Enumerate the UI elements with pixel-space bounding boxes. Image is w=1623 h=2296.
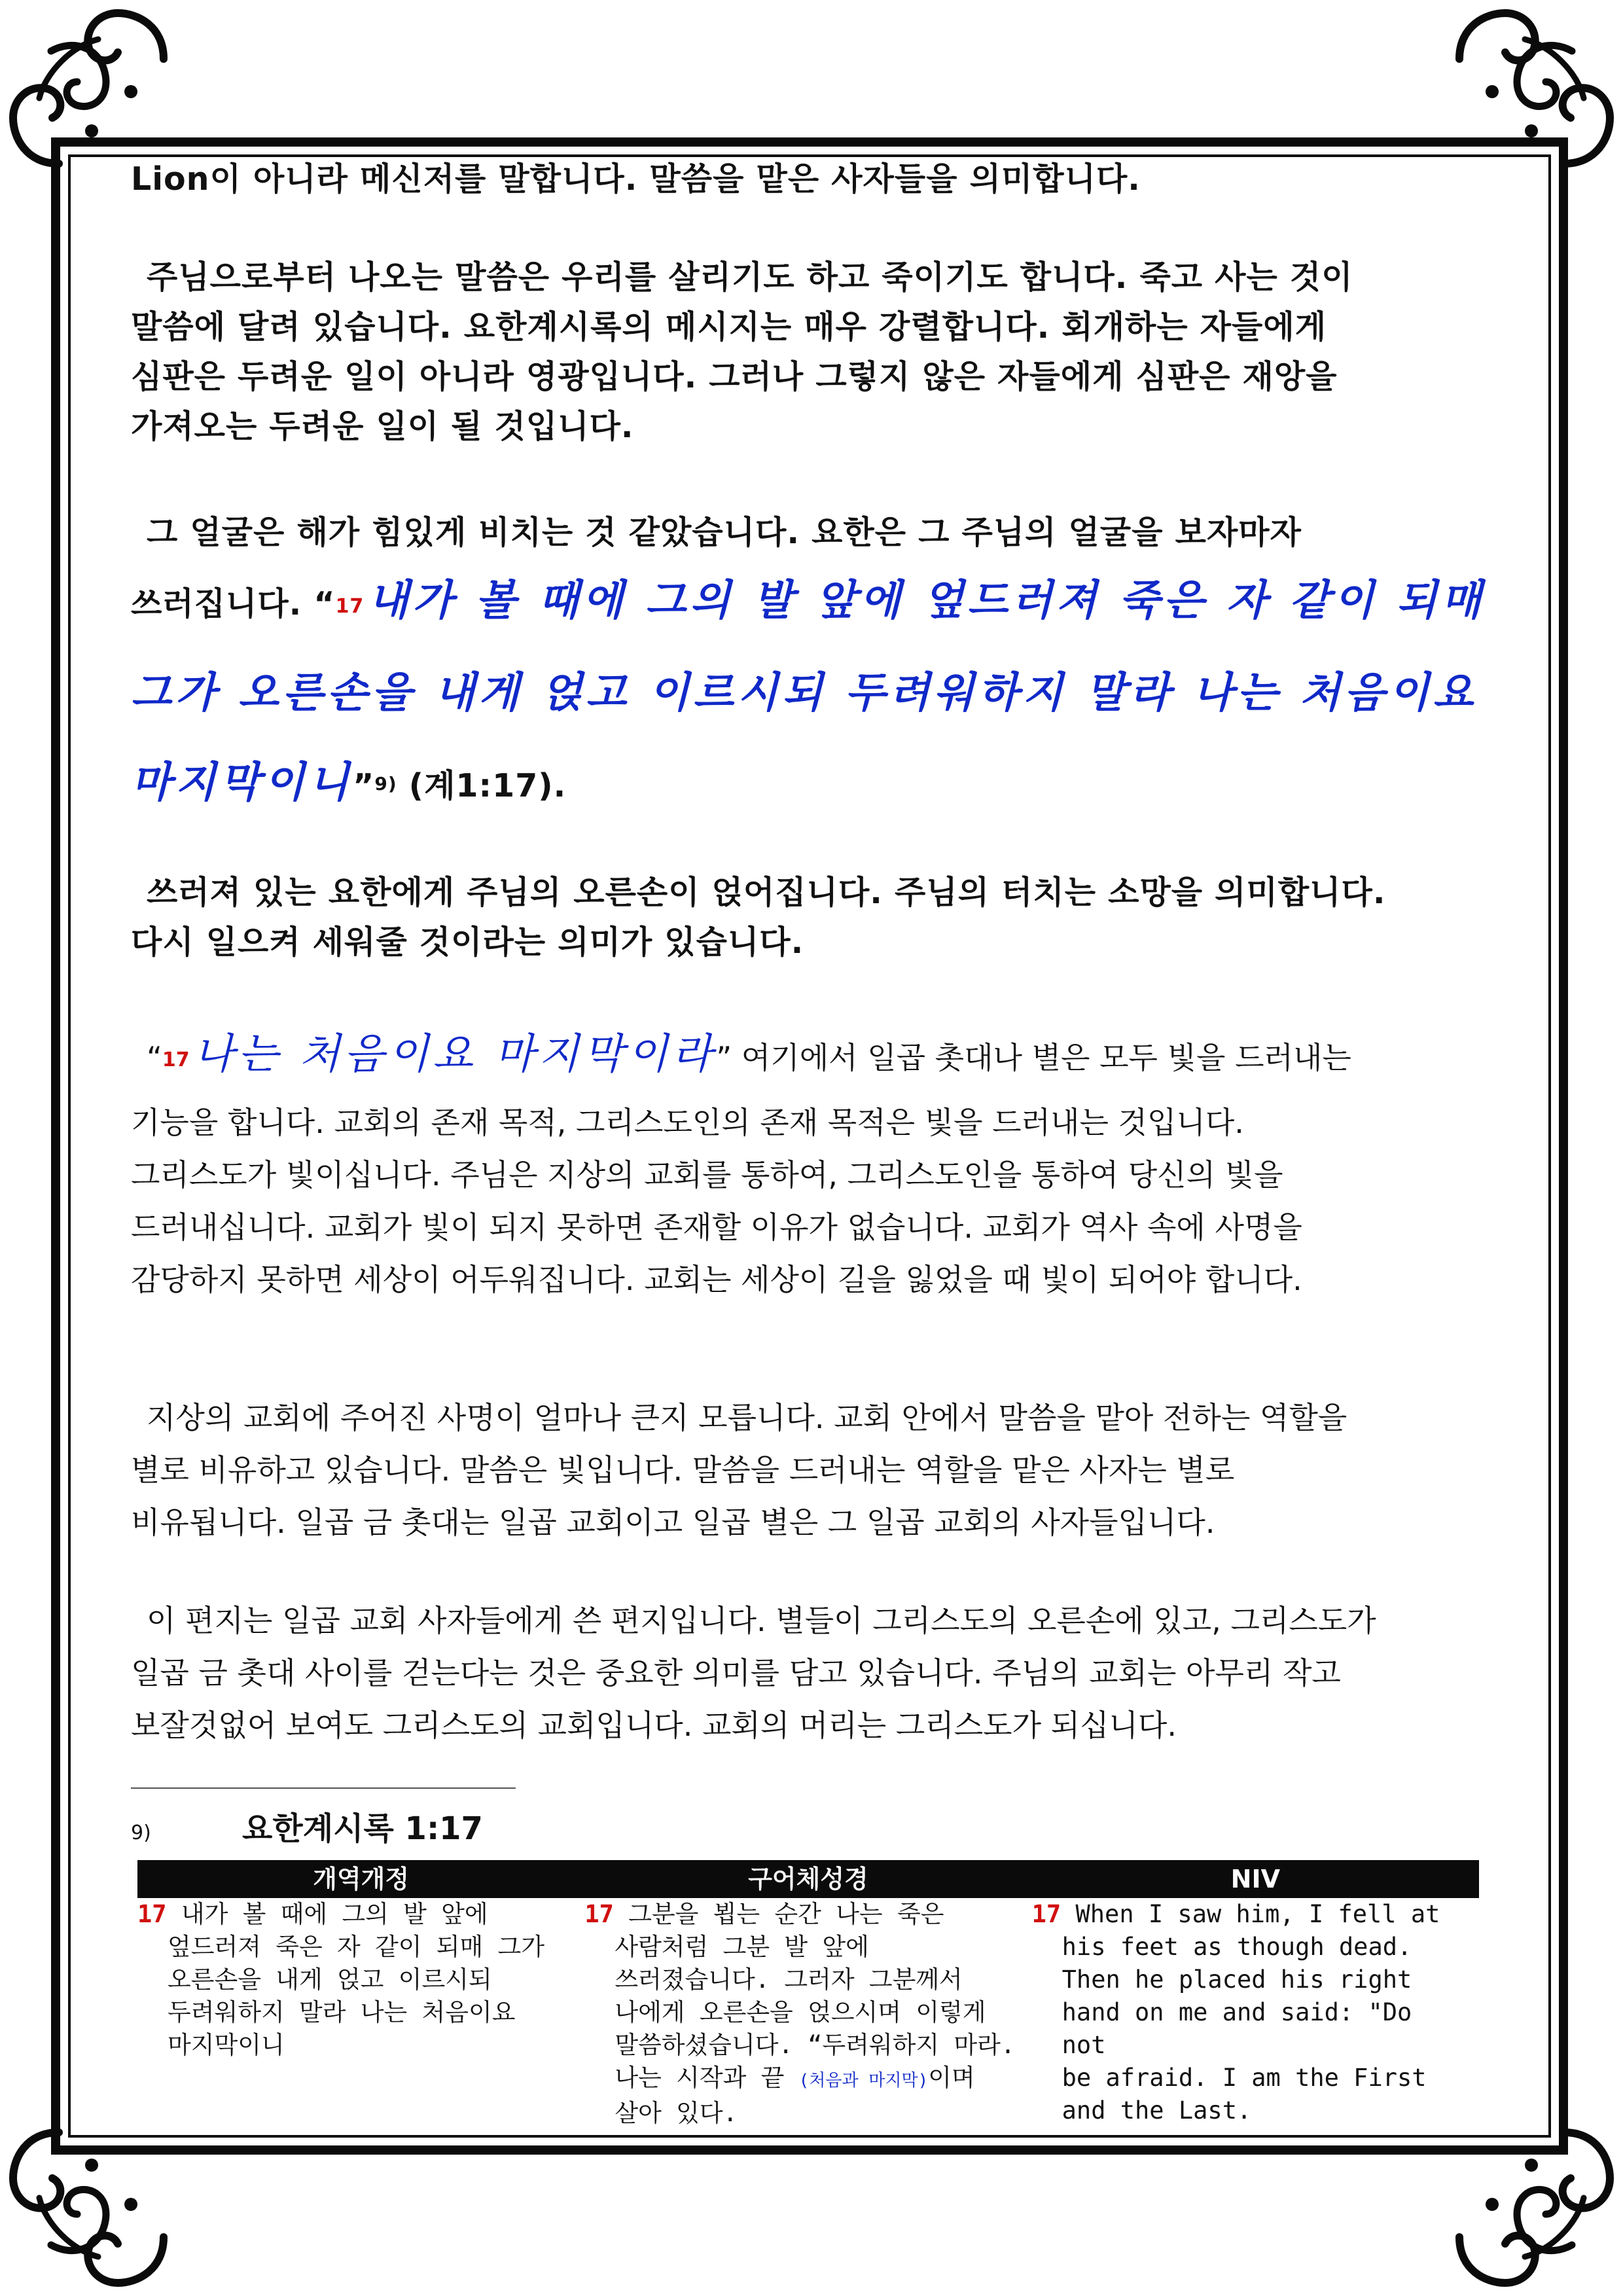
footnote-header: [131, 1803, 483, 1848]
paragraph-4: 쓰러져 있는 요한에게 주님의 오른손이 얹어집니다. 주님의 터치는 소망을 의미합니다. 다시 일으켜 세워줄 것이라는 의미가 있습니다.: [131, 874, 1386, 961]
paragraph-3: 그 얼굴은 해가 힘있게 비치는 것 같았습니다. 요한은 그 주님의 얼굴을 보자마자 쓰러집니다. “17내가 볼 때에 그의 발 앞에 엎드러져 죽은 자 같이 되매 그가 오른손을 내게 얹고 이르시되 두려워하지 말라 나는 처음이요 마지막이니”$^{9)}$ (계1:17).: [131, 514, 1486, 807]
paragraph-7: 이 편지는 일곱 교회 사자들에게 쓴 편지입니다. 별들이 그리스도의 오른손에 있고, 그리스도가 일곱 금 촛대 사이를 걷는다는 것은 중요한 의미를 담고 있습니다. 주님의 교회는 아무리 작고 보잘것없어 보여도 그리스도의 교회입니다. 교회의 머리는 그리스도가 되십니다.: [131, 1603, 1376, 1743]
paragraph-6: 지상의 교회에 주어진 사명이 얼마나 큰지 모릅니다. 교회 안에서 말씀을 맡아 전하는 역할을 별로 비유하고 있습니다. 말씀은 빛입니다. 말씀을 드러내는 역할을 맡은 사자는 별로 비유됩니다. 일곱 금 촛대는 일곱 교회이고 일곱 별은 그 일곱 교회의 사자들입니다.: [131, 1400, 1347, 1540]
column-header: 개역개정: [313, 1865, 410, 1893]
column-header: NIV: [1230, 1865, 1280, 1893]
translation-krv: 17 내가 볼 때에 그의 발 앞에 엎드러져 죽은 자 같이 되매 그가 오른손을 내게 얹고 이르시되 두려워하지 말라 나는 처음이요 마지막이니: [137, 1900, 545, 2059]
paragraph-1: Lion이 아니라 메신저를 말합니다. 말씀을 맡은 사자들을 의미합니다.: [131, 160, 1141, 198]
translation-colloquial: 17 그분을 뵙는 순간 나는 죽은 사람처럼 그분 발 앞에 쓰러졌습니다. 그러자 그분께서 나에게 오른손을 얹으시며 이렇게 말씀하셨습니다. “두려워하지 마라. 나는 시작과 끝 (처음과 마지막)이며 살아 있다.: [584, 1900, 1016, 2127]
translation-table: [137, 1860, 1479, 2130]
scripture-quote: 내가 볼 때에 그의 발 앞에 엎드러져 죽은 자 같이 되매: [368, 576, 1486, 625]
scroll-ornament-icon: [0, 2126, 170, 2296]
footnote-marker[interactable]: 9): [374, 773, 397, 795]
verse-number: 17: [162, 1049, 190, 1071]
translation-niv: 17 When I saw him, I fell at his feet as though dead. Then he placed his right hand on me and said: "Do not be afraid. I am the First and the Last.: [1031, 1900, 1440, 2125]
footnote-reference: 요한계시록 1:17: [242, 1810, 483, 1847]
footnote-divider: [131, 1787, 516, 1789]
scripture-quote: 나는 처음이요 마지막이라: [193, 1030, 717, 1079]
scroll-ornament-icon: [0, 0, 170, 170]
paragraph-2: 주님으로부터 나오는 말씀은 우리를 살리기도 하고 죽이기도 합니다. 죽고 사는 것이 말씀에 달려 있습니다. 요한계시록의 메시지는 매우 강렬합니다. 회개하는 자들에게 심판은 두려운 일이 아니라 영광입니다. 그러나 그렇지 않은 자들에게 심판은 재앙을 가져오는 두려운 일이 될 것입니다.: [131, 259, 1353, 445]
table-row: [137, 1898, 1479, 2130]
table-header-row: [137, 1860, 1479, 1898]
footnote-number: 9): [131, 1821, 151, 1844]
scroll-ornament-icon: [1453, 2126, 1623, 2296]
scroll-ornament-icon: [1453, 0, 1623, 170]
paragraph-5: “17나는 처음이요 마지막이라” 여기에서 일곱 촛대나 별은 모두 빛을 드러내는 기능을 합니다. 교회의 존재 목적, 그리스도인의 존재 목적은 빛을 드러내는 것입니다. 그리스도가 빛이십니다. 주님은 지상의 교회를 통하여, 그리스도인을 통하여 당신의 빛을 드러내십니다. 교회가 빛이 되지 못하면 존재할 이유가 없습니다. 교회가 역사 속에 사명을 감당하지 못하면 세상이 어두워집니다. 교회는 세상이 길을 잃었을 때 빛이 되어야 합니다.: [131, 1030, 1351, 1297]
verse-number: 17: [335, 595, 365, 618]
column-header: 구어체성경: [748, 1865, 868, 1893]
